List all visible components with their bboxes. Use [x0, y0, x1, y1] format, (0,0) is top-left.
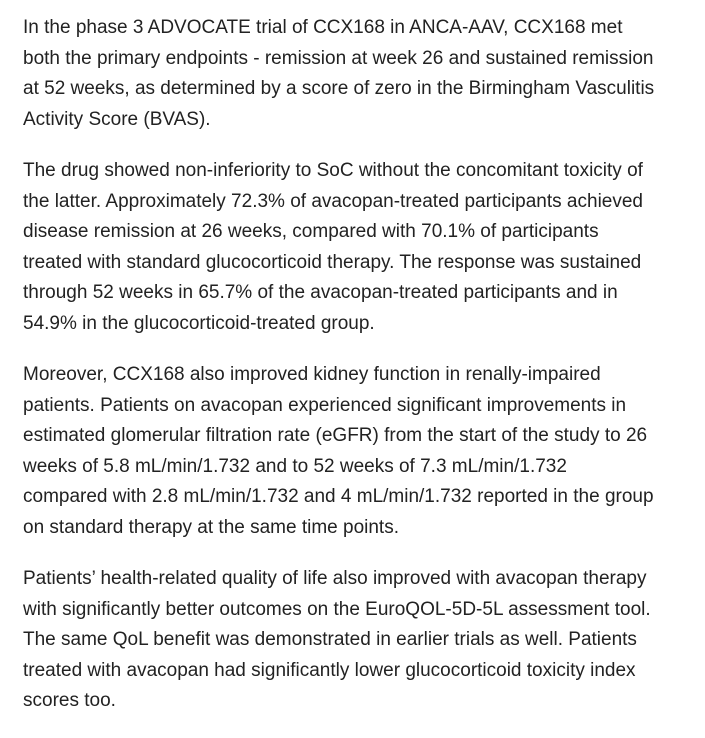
paragraph-line: through 52 weeks in 65.7% of the avacopan-treated participants and in [23, 282, 618, 303]
paragraph-line: on standard therapy at the same time points. [23, 516, 399, 538]
paragraph-kidney-function [23, 360, 703, 543]
paragraph-line: estimated glomerular filtration rate (eGFR) from the start of the study to 26 [23, 425, 648, 446]
paragraph-line: disease remission at 26 weeks, compared with 70.1% of participants [23, 221, 599, 242]
paragraph-line: treated with avacopan had significantly lower glucocorticoid toxicity index [23, 659, 636, 681]
article-body [23, 13, 703, 738]
paragraph-line: Activity Score (BVAS). [23, 108, 211, 130]
paragraph-quality-of-life [23, 564, 703, 717]
paragraph-line: compared with 2.8 mL/min/1.732 and 4 mL/min/1.732 reported in the group [23, 486, 654, 507]
paragraph-line: the latter. Approximately 72.3% of avacopan-treated participants achieved [23, 190, 643, 212]
paragraph-line: patients. Patients on avacopan experienced significant improvements in [23, 394, 627, 416]
paragraph-line: In the phase 3 ADVOCATE trial of CCX168 in ANCA-AAV, CCX168 met [23, 17, 623, 38]
paragraph-line: both the primary endpoints - remission at week 26 and sustained remission [23, 47, 654, 69]
paragraph-line: The drug showed non-inferiority to SoC without the concomitant toxicity of [23, 160, 643, 181]
paragraph-line: 54.9% in the glucocorticoid-treated group. [23, 312, 375, 334]
paragraph-non-inferiority [23, 156, 703, 339]
paragraph-line: treated with standard glucocorticoid therapy. The response was sustained [23, 251, 642, 273]
paragraph-line: The same QoL benefit was demonstrated in earlier trials as well. Patients [23, 629, 637, 650]
paragraph-line: Moreover, CCX168 also improved kidney function in renally-impaired [23, 364, 601, 385]
paragraph-line: Patients’ health-related quality of life also improved with avacopan therapy [23, 568, 647, 589]
paragraph-line: scores too. [23, 690, 116, 711]
paragraph-line: weeks of 5.8 mL/min/1.732 and to 52 weeks of 7.3 mL/min/1.732 [23, 455, 567, 477]
paragraph-advocate-trial [23, 13, 703, 135]
paragraph-line: at 52 weeks, as determined by a score of zero in the Birmingham Vasculitis [23, 78, 655, 99]
paragraph-line: with significantly better outcomes on the EuroQOL-5D-5L assessment tool. [23, 598, 651, 620]
